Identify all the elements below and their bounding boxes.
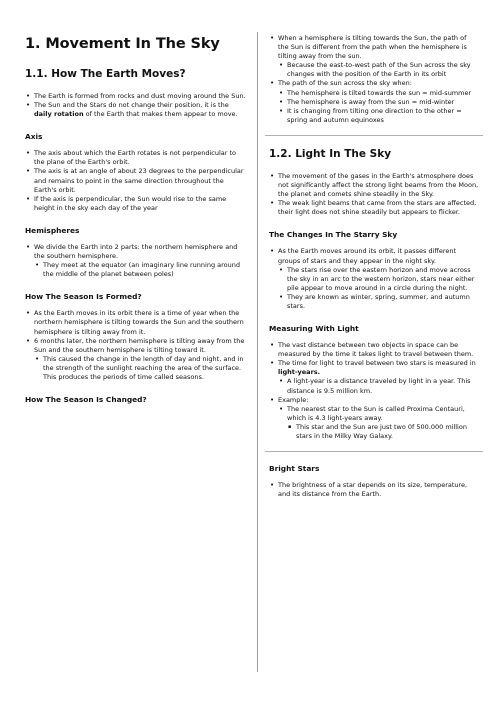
starry-list [269, 247, 479, 311]
list-item: • As the Earth moves in its orbit there is a time of year when the northern hemisphere is tilting towards the Sun and the southern hemisphere is tilting away from it. [25, 309, 247, 336]
list-item: • The time for light to travel between two stars is measured in light-years. • A light-year is a distance traveled by light in a year. This distance is 9.5 million km. [269, 359, 479, 395]
right-column [269, 34, 479, 499]
list-item: • As the Earth moves around its orbit, it passes different groups of stars and they appear in the night sky. • The stars rise over the eastern horizon and move across the sky in an arc to the western horizon, stars near either pile appear to move around in a circle during the night. • They are known as winter, spring, summer, and autumn stars. [269, 247, 479, 311]
list-item: • The Sun and the Stars do not change their position, it is the daily rotation of the Earth that makes them appear to move. [25, 101, 247, 119]
list-item: • When a hemisphere is tilting towards the Sun, the path of the Sun is different from the path when the hemisphere is tilting away from the sun. • Because the east-to-west path of the Sun across the sky changes with the position of the Earth in its orbit [269, 34, 479, 79]
list-item: • 6 months later, the northern hemisphere is tilting away from the Sun and the southern hemisphere is tilting toward it. • This caused the change in the length of day and night, and in the strength of the sunlight reaching the area of the surface. This produces the periods of time called seasons. [25, 337, 247, 382]
list-item: ▪ This star and the Sun are just two 0f 500.000 million stars in the Milky Way Galaxy. [287, 423, 479, 441]
section-heading-light-in-sky: 1.2. Light In The Sky [269, 147, 392, 160]
section-heading-how-earth-moves: 1.1. How The Earth Moves? [25, 68, 186, 80]
list-item: • The axis is at an angle of about 23 degrees to the perpendicular and remains to point in the same direction throughout the Earth's orbit. [25, 167, 247, 194]
list-item: • We divide the Earth into 2 parts: the northern hemisphere and the southern hemisphere. • They meet at the equator (an imaginary line running around the middle of the planet between poles) [25, 243, 247, 279]
subheading-starry-sky: The Changes In The Starry Sky [269, 230, 398, 240]
horizontal-rule [265, 135, 483, 136]
page-title: 1. Movement In The Sky [25, 36, 220, 52]
bold-term: light-years. [278, 368, 321, 377]
horizontal-rule [265, 451, 483, 452]
column-divider [257, 32, 258, 672]
list-item: • The nearest star to the Sun is called Proxima Centauri, which is 4.3 light-years away. ▪ This star and the Sun are just two 0f 500.000 million stars in the Milky Way Galaxy. [278, 405, 479, 441]
list-item: • The hemisphere is away from the sun = mid-winter [278, 98, 479, 107]
list-item: • This caused the change in the length of day and night, and in the strength of the sunlight reaching the area of the surface. This produces the periods of time called seasons. [34, 355, 247, 382]
list-item: • The brightness of a star depends on its size, temperature, and its distance from the Earth. [269, 481, 479, 499]
list-item: • If the axis is perpendicular, the Sun would rise to the same height in the sky each day of the year [25, 195, 247, 213]
list-item: • The hemisphere is tilted towards the sun = mid-summer [278, 89, 479, 98]
subheading-bright-stars: Bright Stars [269, 464, 320, 474]
list-item: • It is changing from tilting one direction to the other = spring and autumn equinoxes [278, 107, 479, 125]
left-column [25, 36, 247, 412]
subheading-axis: Axis [25, 132, 43, 142]
list-item: • The weak light beams that came from the stars are affected, their light does not shine steadily but appears to flicker. [269, 199, 479, 217]
season-formed-list [25, 309, 247, 382]
list-item: • The Earth is formed from rocks and dust moving around the Sun. [25, 92, 247, 101]
list-item: • They meet at the equator (an imaginary line running around the middle of the planet between poles) [34, 261, 247, 279]
subheading-hemispheres: Hemispheres [25, 225, 80, 235]
list-item: • The axis about which the Earth rotates is not perpendicular to the plane of the Earth's orbit. [25, 149, 247, 167]
subheading-season-changed: How The Season Is Changed? [25, 395, 147, 405]
list-item: • Example: • The nearest star to the Sun is called Proxima Centauri, which is 4.3 light-years away. ▪ This star and the Sun are just two 0f 500.000 million stars in the Milky Way Galaxy. [269, 396, 479, 441]
list-item: • Because the east-to-west path of the Sun across the sky changes with the position of the Earth in its orbit [278, 61, 479, 79]
light-list [269, 172, 479, 217]
axis-list [25, 149, 247, 213]
bold-term: daily rotation [34, 110, 84, 119]
season-path-list [269, 34, 479, 125]
hemispheres-list [25, 243, 247, 279]
list-item: • The movement of the gases in the Earth's atmosphere does not significantly affect the strong light beams from the Moon, the planet and comets shine steadily in the Sky. [269, 172, 479, 199]
earth-moves-list [25, 92, 247, 119]
bright-list [269, 481, 479, 499]
list-item: • The vast distance between two objects in space can be measured by the time it takes light to travel between them. [269, 341, 479, 359]
list-item: • A light-year is a distance traveled by light in a year. This distance is 9.5 million km. [278, 377, 479, 395]
measuring-list [269, 341, 479, 441]
subheading-season-formed: How The Season Is Formed? [25, 292, 142, 302]
subheading-measuring-light: Measuring With Light [269, 324, 359, 334]
list-item: • The stars rise over the eastern horizon and move across the sky in an arc to the western horizon, stars near either pile appear to move around in a circle during the night. [278, 266, 479, 293]
list-item: • They are known as winter, spring, summer, and autumn stars. [278, 293, 479, 311]
list-item: • The path of the sun across the sky when: • The hemisphere is tilted towards the sun = mid-summer • The hemisphere is away from the sun = mid-winter • It is changing from tilting one direction to the other = spring and autumn equinoxes [269, 79, 479, 124]
